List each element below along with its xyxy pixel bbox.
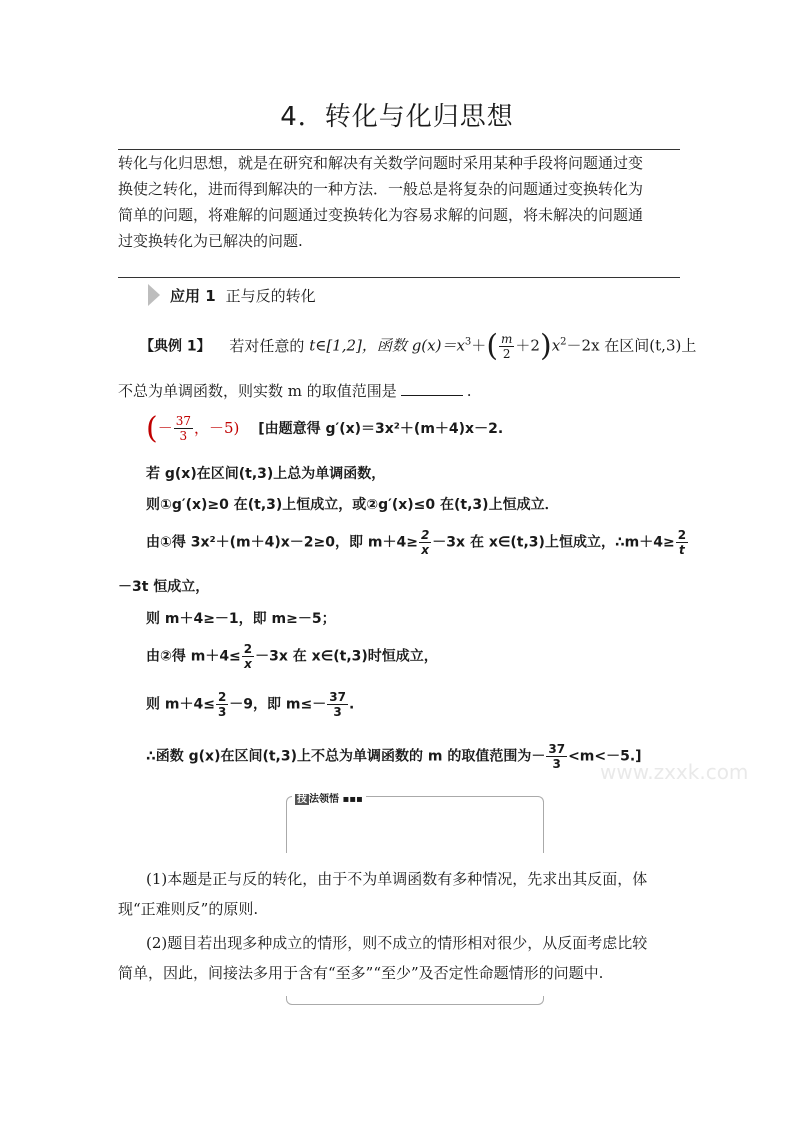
example-text: . — [466, 382, 472, 400]
frac-den: 3 — [217, 705, 227, 719]
frac-num: 2 — [420, 528, 430, 542]
example-text: 若对任意的 — [229, 336, 305, 355]
example-text: t∈[1,2]，函数 — [309, 336, 407, 355]
solution-text: －3x 在 x∈(t,3)时恒成立， — [255, 648, 438, 665]
application-text: 正与反的转化 — [225, 286, 316, 305]
note-line: (2)题目若出现多种成立的情形，则不成立的情形相对很少，从反面考虑比较 — [146, 934, 648, 952]
solution-line: －3t 恒成立， — [118, 579, 210, 595]
solution-text: <m<－5.] — [568, 748, 642, 765]
solution-text: 由①得 3x²＋(m＋4)x－2≥0，即 m＋4≥ — [146, 534, 418, 551]
frac-num: 37 — [175, 414, 192, 428]
note-line: 现“正难则反”的原则. — [118, 900, 259, 918]
frac-den: 2 — [502, 347, 511, 361]
intro-line: 过变换转化为已解决的问题. — [118, 232, 303, 250]
example-line-2 — [118, 380, 472, 401]
watermark: www.zxxk.com — [600, 760, 749, 784]
frac-num: 2 — [243, 642, 253, 656]
solution-line: 则 m＋4≥－1，即 m≥－5； — [146, 611, 336, 627]
solution-text: . — [348, 696, 355, 713]
frac-den: t — [679, 543, 685, 557]
example-text: －2x 在区间(t,3)上 — [566, 336, 697, 355]
solution-line — [146, 642, 438, 671]
frac-den: x — [244, 657, 252, 671]
frac-den: 3 — [333, 705, 342, 719]
answer-line — [146, 410, 504, 446]
intro-line: 换使之转化，进而得到解决的一种方法．一般总是将复杂的问题通过变换转化为 — [118, 180, 644, 198]
answer-value: (－ $\frac{37}{3}$ ，－5) — [146, 410, 240, 446]
method-box-bottom — [286, 996, 544, 1005]
frac-num: 37 — [329, 690, 346, 704]
triangle-marker-icon — [148, 284, 160, 306]
method-box-tag: 技 法领悟 ▪▪▪ — [292, 790, 366, 805]
example-text: x — [551, 336, 561, 355]
application-heading — [148, 284, 316, 306]
solution-text: [由题意得 g′(x)＝3x²＋(m＋4)x－2. — [258, 420, 504, 437]
solution-line — [146, 742, 642, 771]
solution-text: －9，即 m≤－ — [229, 696, 327, 713]
example-text: g(x)＝x — [411, 336, 465, 355]
example-line-1: 【典例 1】 若对任意的 t∈[1,2]，函数 $g(x)=x^3+$( $\frac{m}{2}$ $+2)x^2-2x$ 在区间(t,3)上 — [140, 328, 697, 364]
frac-den: x — [421, 543, 429, 557]
solution-line — [146, 690, 354, 719]
box-tag-highlight: 技 — [297, 794, 307, 805]
frac-den: 3 — [179, 429, 188, 443]
example-text: ＋2 — [515, 336, 540, 355]
solution-line — [146, 528, 689, 557]
frac-num: 37 — [548, 742, 566, 756]
example-text: 不总为单调函数，则实数 m 的取值范围是 — [118, 382, 397, 400]
solution-line: 若 g(x)在区间(t,3)上总为单调函数， — [146, 466, 386, 482]
frac-num: 2 — [677, 528, 687, 542]
solution-text: －3x 在 x∈(t,3)上恒成立，∴m＋4≥ — [432, 534, 675, 551]
frac-den: 3 — [552, 757, 561, 771]
answer-blank — [401, 381, 463, 396]
frac-num: m — [501, 332, 513, 346]
solution-text: 则 m＋4≤ — [146, 696, 215, 713]
solution-text: ∴函数 g(x)在区间(t,3)上不总为单调函数的 m 的取值范围为－ — [146, 748, 546, 765]
solution-text: 由②得 m＋4≤ — [146, 648, 241, 665]
application-label: 应用 1 — [170, 286, 216, 305]
box-tag-text: 法领悟 — [309, 794, 339, 805]
intro-line: 转化与化归思想，就是在研究和解决有关数学问题时采用某种手段将问题通过变 — [118, 154, 644, 172]
note-line: (1)本题是正与反的转化，由于不为单调函数有多种情况，先求出其反面，体 — [146, 870, 648, 888]
intro-line: 简单的问题，将难解的问题通过变换转化为容易求解的问题，将未解决的问题通 — [118, 206, 644, 224]
frac-num: 2 — [217, 690, 227, 704]
bottom-divider — [118, 277, 680, 278]
intro-paragraph — [118, 150, 680, 254]
answer-text: ，－5) — [194, 418, 240, 437]
fraction — [499, 332, 514, 361]
example-text: ＋ — [471, 336, 487, 355]
method-notes — [118, 864, 680, 988]
note-line: 简单，因此，间接法多用于含有“至多”“至少”及否定性命题情形的问题中. — [118, 964, 604, 982]
page-title: 4．转化与化归思想 — [280, 102, 514, 132]
example-tag: 【典例 1】 — [140, 338, 211, 355]
solution-line: 则①g′(x)≥0 在(t,3)上恒成立，或②g′(x)≤0 在(t,3)上恒成立． — [146, 497, 559, 513]
